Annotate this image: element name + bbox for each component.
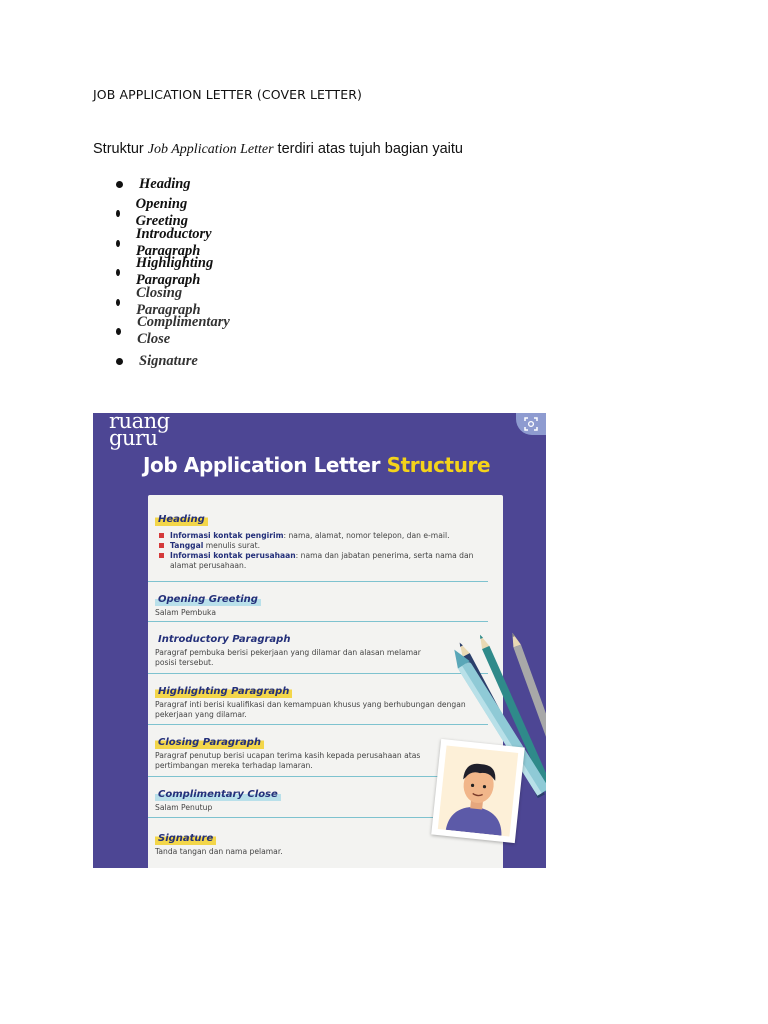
bullet-dot-icon [116, 210, 120, 217]
intro-before: Struktur [93, 141, 148, 157]
bullet-item: Closing Paragraph [116, 292, 203, 312]
avatar-portrait [431, 739, 525, 843]
section-heading: Heading Informasi kontak pengirim: nama, alamat, nomor telepon, dan e-mail. Tanggal menulis surat. Informasi kontak perusahaan: nama dan jabatan penerima, serta nama dan alamat perusahaan. [155, 509, 495, 571]
section-complimentary-close: Complimentary Close Salam Penutup [155, 784, 495, 813]
ruangguru-logo: ruang guru [109, 413, 170, 450]
intro-italic: Job Application Letter [147, 142, 274, 157]
red-square-icon [159, 533, 164, 538]
list-item: Informasi kontak pengirim: nama, alamat, nomor telepon, dan e-mail. [155, 531, 495, 541]
list-item: Informasi kontak perusahaan: nama dan jabatan penerima, serta nama dan alamat perusahaan. [155, 551, 495, 571]
divider [148, 621, 488, 622]
divider [148, 673, 488, 674]
intro-sentence [93, 141, 463, 158]
divider [148, 724, 488, 725]
bullet-item: Signature [116, 351, 198, 371]
bullet-item: Heading [116, 174, 191, 194]
list-item: Tanggal menulis surat. [155, 541, 495, 551]
bullet-dot-icon [116, 181, 123, 188]
lens-scan-icon[interactable] [516, 413, 546, 435]
bullet-dot-icon [116, 269, 120, 276]
red-square-icon [159, 553, 164, 558]
bullet-item: Highlighting Paragraph [116, 262, 216, 282]
bullet-item: Introductory Paragraph [116, 233, 215, 253]
section-closing-paragraph: Closing Paragraph Paragraf penutup berisi ucapan terima kasih kepada perusahaan atas pertimbangan mereka terhadap lamaran. [155, 737, 421, 770]
section-signature: Signature Tanda tangan dan nama pelamar. [155, 833, 283, 856]
bullet-item: Opening Greeting [116, 203, 191, 223]
divider [148, 581, 488, 582]
bullet-dot-icon [116, 328, 121, 335]
red-square-icon [159, 543, 164, 548]
section-introductory-paragraph: Introductory Paragraph Paragraf pembuka berisi pekerjaan yang dilamar dan alasan melamar posisi tersebut. [155, 634, 421, 667]
bullet-dot-icon [116, 299, 120, 306]
document-title: JOB APPLICATION LETTER (COVER LETTER) [93, 87, 363, 102]
intro-after: terdiri atas tujuh bagian yaitu [273, 141, 463, 157]
bullet-dot-icon [116, 358, 123, 365]
section-highlighting-paragraph: Highlighting Paragraph Paragraf inti berisi kualifikasi dan kemampuan khusus yang berhubungan dengan pekerjaan yang dilamar. [155, 686, 466, 719]
structure-infographic [93, 413, 546, 868]
bullet-item: Complimentary Close [116, 321, 232, 341]
avatar-icon [438, 745, 518, 836]
section-opening-greeting: Opening Greeting Salam Pembuka [155, 589, 495, 618]
title-highlight: Structure [386, 453, 491, 477]
bullet-dot-icon [116, 240, 120, 247]
infographic-title: Job Application Letter Structure [143, 453, 491, 477]
